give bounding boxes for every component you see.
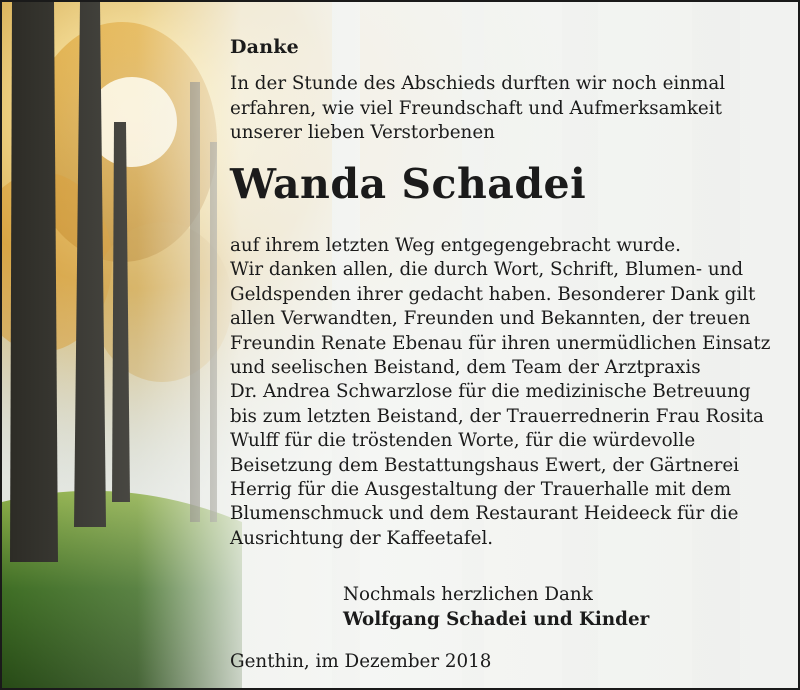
closing-block bbox=[343, 583, 649, 632]
deceased-name: Wanda Schadei bbox=[230, 160, 587, 208]
notice-text bbox=[2, 2, 798, 688]
intro-paragraph: In der Stunde des Abschieds durften wir noch einmal erfahren, wie viel Freundschaft und Aufmerksamkeit unserer lieben Verstorbenen bbox=[230, 73, 726, 143]
notice-heading: Danke bbox=[230, 36, 299, 58]
thanks-paragraph: auf ihrem letzten Weg entgegengebracht wurde. Wir danken allen, die durch Wort, Schrift, Blumen- und Geldspenden ihrer gedacht haben. Besonderer Dank gilt allen Verwandten, Freunden und Bekannten, der treuen Freundin Renate Ebenau für ihren unermüdlichen Einsatz und seelischen Beistand, dem Team der Arztpraxis Dr. Andrea Schwarzlose für die medizinische Betreuung bis zum letzten Beistand, der Trauerrednerin Frau Rosita Wulff für die tröstenden Worte, für die würdevolle Beisetzung dem Bestattungshaus Ewert, der Gärtnerei Herrig für die Ausgestaltung der Trauerhalle mit dem Blumenschmuck und dem Restaurant Heideeck für die Ausrichtung der Kaffeetafel. bbox=[230, 235, 771, 549]
place-date: Genthin, im Dezember 2018 bbox=[230, 651, 492, 672]
signature: Wolfgang Schadei und Kinder bbox=[343, 608, 650, 630]
closing-line: Nochmals herzlichen Dank bbox=[343, 584, 593, 605]
